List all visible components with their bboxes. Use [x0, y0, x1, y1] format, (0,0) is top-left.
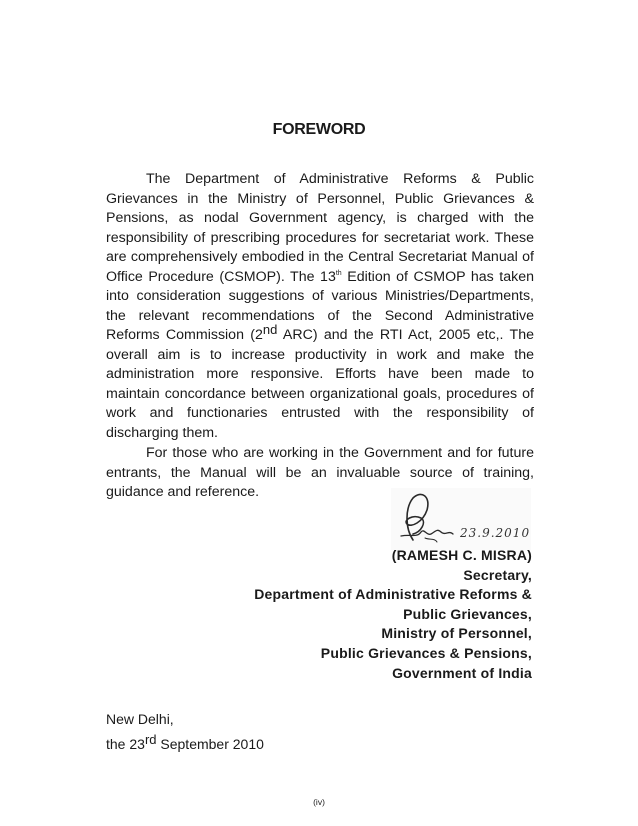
superscript-th: th — [335, 269, 342, 277]
foreword-paragraph-2: For those who are working in the Government and for future entrants, the Manual will be an invaluable source of training, guidance and reference. — [106, 445, 534, 500]
page-number: (iv) — [313, 797, 325, 807]
superscript-nd: nd — [262, 322, 278, 337]
signatory-department-line-1: Department of Administrative Reforms & — [254, 586, 532, 603]
signatory-ministry: Ministry of Personnel, — [381, 625, 532, 642]
signatory-ministry-line-2: Public Grievances & Pensions, — [320, 644, 532, 661]
signatory-designation: Secretary, — [463, 566, 532, 583]
paragraph-text-part-2: Edition of CSMOP has taken into consideration suggestions of various Ministries/Departments, the relevant recommendations of the Second Administrative Reforms Commission (2 — [106, 268, 534, 343]
handwritten-signature — [391, 488, 531, 550]
paragraph-text-part-3: ARC) and the RTI Act, 2005 etc,. The overall aim is to increase productivity in work and make the administration more responsive. Efforts have been made to maintain concordance between organizational goals, procedures of work and functionaries entrusted with the responsibility of discharging them. — [106, 327, 535, 441]
signatory-government: Government of India — [392, 664, 532, 681]
signature-scrawl-icon — [391, 488, 531, 550]
date-line — [106, 732, 264, 754]
page-title: FOREWORD — [272, 121, 366, 138]
date-suffix: September 2010 — [156, 736, 264, 752]
place-line: New Delhi, — [106, 711, 174, 727]
signatory-name: (RAMESH C. MISRA) — [391, 547, 532, 563]
signatory-department-line-2: Public Grievances, — [403, 605, 532, 622]
signatory-block — [254, 546, 532, 683]
date-superscript: rd — [144, 732, 157, 747]
paragraph-text-part-1: The Department of Administrative Reforms & Public Grievances in the Ministry of Personnel, Public Grievances & Pensions, as nodal Government agency, is charged with the responsibility of prescribing procedures for secretariat work. These are comprehensively embodied in the Central Secretariat Manual of Office Procedure (CSMOP). The 13 — [106, 171, 534, 285]
date-prefix: the 23 — [106, 736, 145, 752]
foreword-paragraph-1 — [106, 170, 534, 443]
signature-date: 23.9.2010 — [460, 526, 531, 540]
